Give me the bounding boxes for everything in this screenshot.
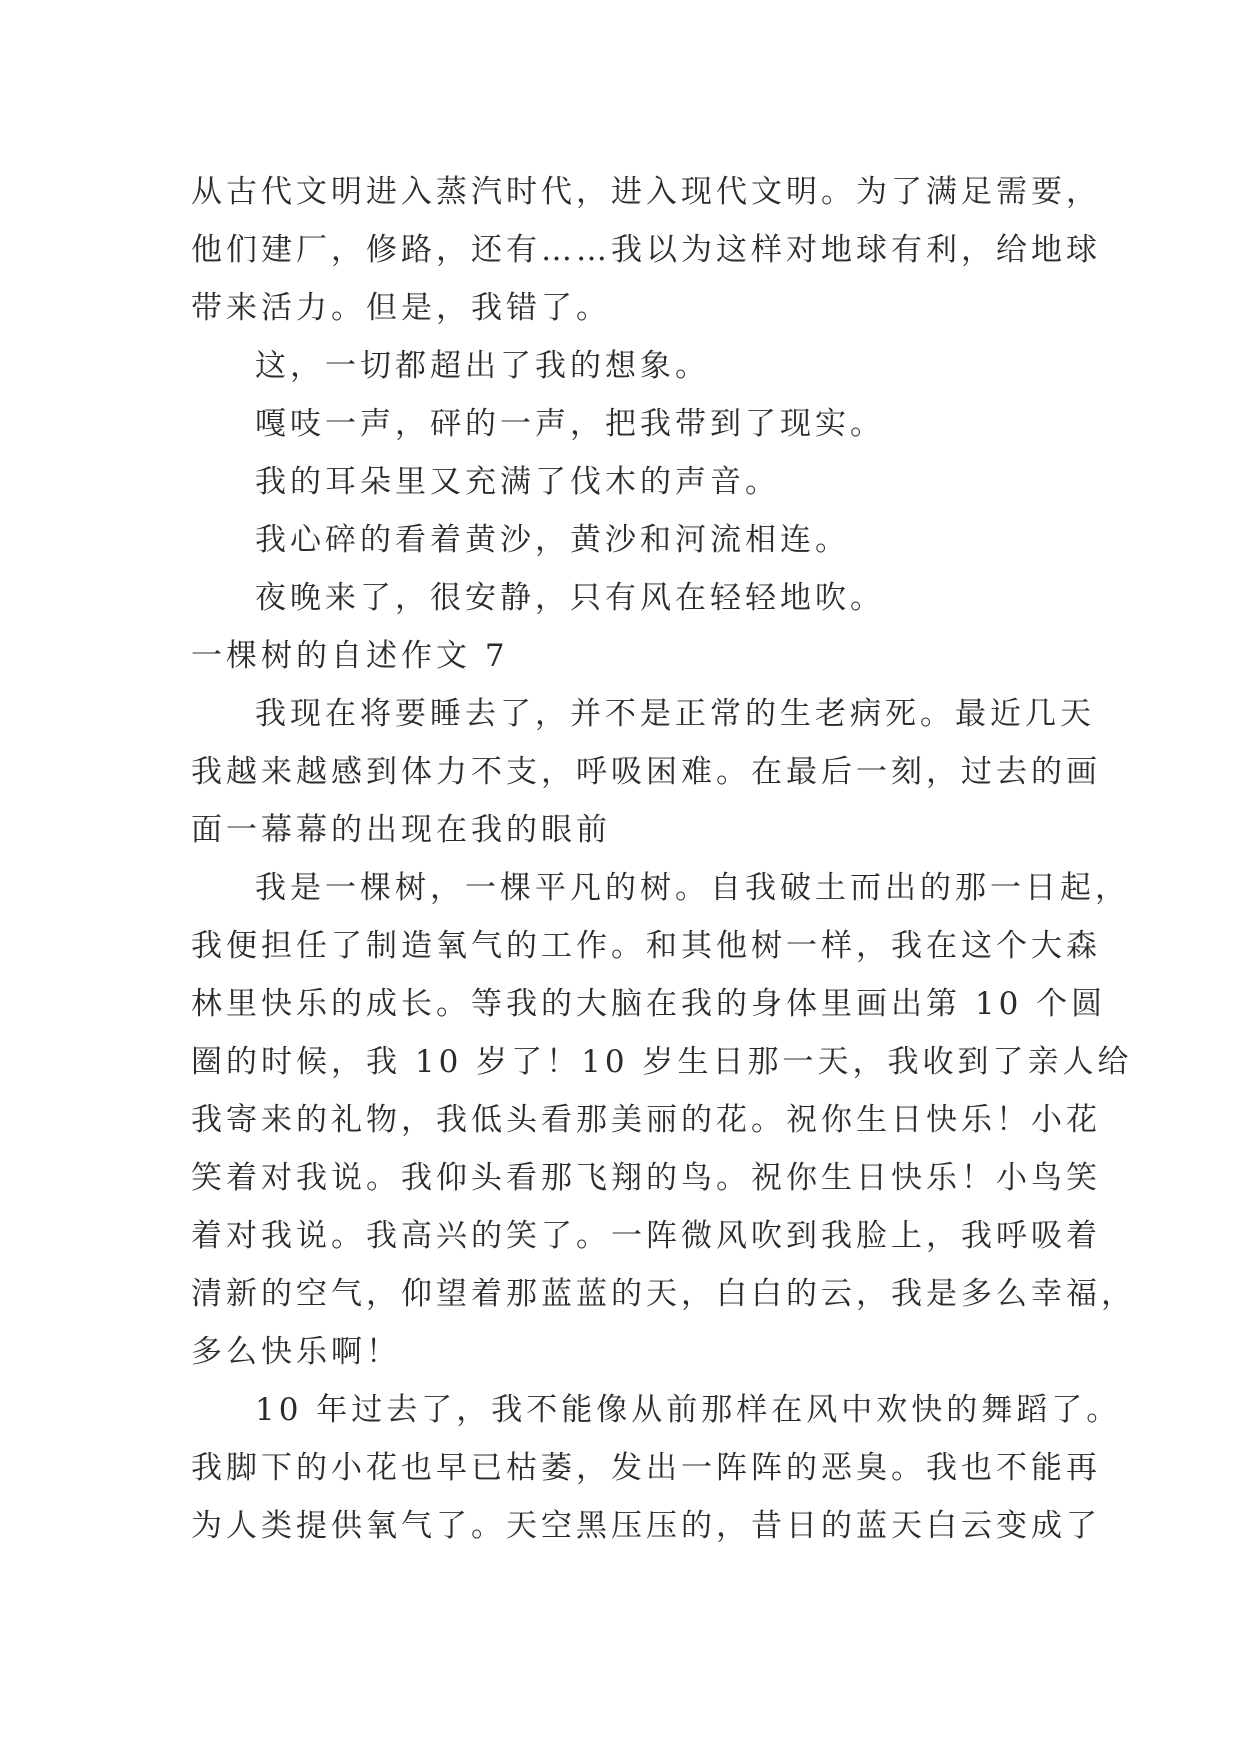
text-line: 这，一切都超出了我的想象。 — [255, 348, 710, 384]
text-line: 我是一棵树，一棵平凡的树。自我破土而出的那一日起， — [255, 870, 1130, 906]
text-line: 清新的空气，仰望着那蓝蓝的天，白白的云，我是多么幸福， — [191, 1276, 1136, 1312]
text-line: 我的耳朵里又充满了伐木的声音。 — [255, 464, 780, 500]
text-line: 带来活力。但是，我错了。 — [191, 290, 611, 326]
text-line: 我越来越感到体力不支，呼吸困难。在最后一刻，过去的画 — [191, 754, 1101, 790]
text-line: 多么快乐啊！ — [191, 1334, 401, 1370]
text-line: 从古代文明进入蒸汽时代，进入现代文明。为了满足需要， — [191, 174, 1101, 210]
text-line: 他们建厂，修路，还有……我以为这样对地球有利，给地球 — [191, 232, 1101, 268]
text-line: 10 年过去了，我不能像从前那样在风中欢快的舞蹈了。 — [255, 1392, 1122, 1428]
document-body — [191, 163, 1136, 1555]
text-line: 我脚下的小花也早已枯萎，发出一阵阵的恶臭。我也不能再 — [191, 1450, 1101, 1486]
text-line: 着对我说。我高兴的笑了。一阵微风吹到我脸上，我呼吸着 — [191, 1218, 1101, 1254]
text-line: 面一幕幕的出现在我的眼前 — [191, 812, 611, 848]
text-line: 我便担任了制造氧气的工作。和其他树一样，我在这个大森 — [191, 928, 1101, 964]
text-line: 夜晚来了，很安静，只有风在轻轻地吹。 — [255, 580, 885, 616]
text-line: 嘎吱一声，砰的一声，把我带到了现实。 — [255, 406, 885, 442]
text-line: 圈的时候，我 10 岁了！10 岁生日那一天，我收到了亲人给 — [191, 1044, 1133, 1080]
text-line: 我现在将要睡去了，并不是正常的生老病死。最近几天 — [255, 696, 1095, 732]
text-line: 林里快乐的成长。等我的大脑在我的身体里画出第 10 个圆 — [191, 986, 1107, 1022]
text-line: 为人类提供氧气了。天空黑压压的，昔日的蓝天白云变成了 — [191, 1508, 1101, 1544]
text-line: 笑着对我说。我仰头看那飞翔的鸟。祝你生日快乐！小鸟笑 — [191, 1160, 1101, 1196]
section-heading: 一棵树的自述作文 7 — [191, 638, 509, 674]
text-line: 我心碎的看着黄沙，黄沙和河流相连。 — [255, 522, 850, 558]
text-line: 我寄来的礼物，我低头看那美丽的花。祝你生日快乐！小花 — [191, 1102, 1101, 1138]
